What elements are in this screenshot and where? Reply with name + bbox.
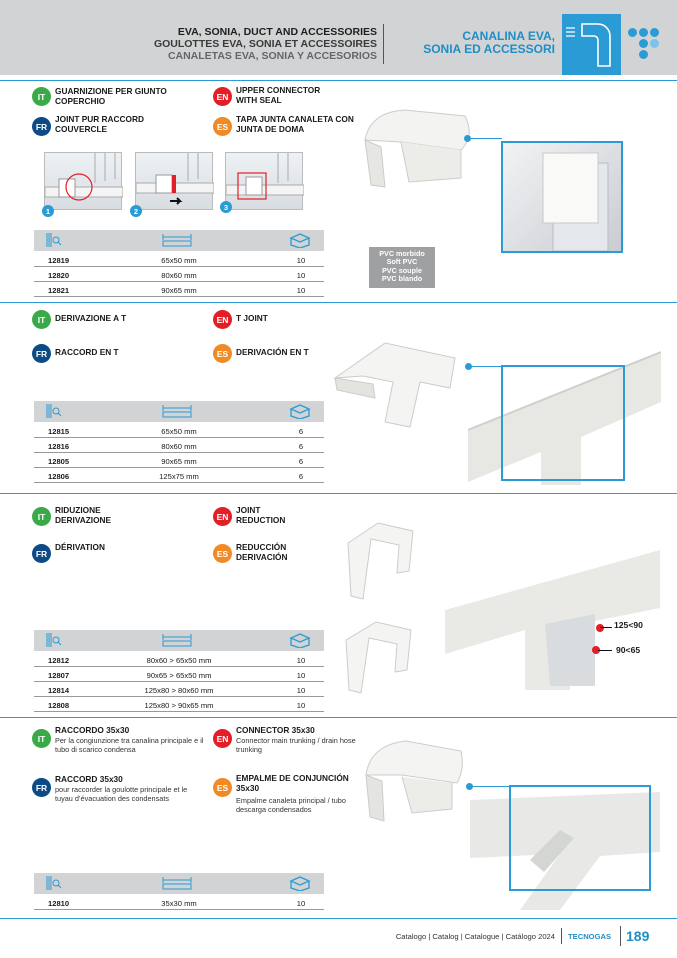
reduction-callout-125: 125<90 [614,620,643,630]
label-es: DERIVACIÓN EN T [236,347,309,357]
reduction-piece-image-2 [338,612,418,697]
pvc-fr: PVC souple [382,265,422,275]
pvc-it: PVC morbido [379,249,425,258]
reduction-callout-90: 90<65 [616,645,641,655]
callout-dot [464,135,471,142]
code-icon [46,403,62,419]
section-divider [0,493,677,494]
badge-es: ES [213,117,232,136]
badge-fr: FR [32,544,51,563]
duct-category-icon [562,14,621,75]
section-divider [0,302,677,303]
label-es: REDUCCIÓN DERIVACIÓN [236,542,288,562]
measure-icon [162,404,192,418]
step-number-3: 3 [220,201,232,213]
code-icon [46,632,62,648]
measure-icon [162,876,192,890]
step-photo-1 [44,152,122,210]
badge-it: IT [32,507,51,526]
pvc-en: Soft PVC [386,257,418,267]
label-fr: RACCORD EN T [55,347,119,357]
label-es: TAPA JUNTA CANALETA CON JUNTA DE DOMA [236,114,354,134]
header-titles [154,26,377,62]
code-icon [46,232,62,248]
step-photo-3 [225,152,303,210]
label-fr: JOINT PUR RACCORD COUVERCLE [55,114,144,134]
table-header [34,401,324,422]
badge-it: IT [32,310,51,329]
package-icon [289,404,311,419]
upper-connector-image [355,100,475,195]
table-header [34,630,324,651]
header-title-it [423,30,555,56]
installed-connector-photo [501,141,623,253]
package-icon [289,233,311,248]
header-title-it-line1: CANALINA EVA, [462,29,555,43]
header-title-es: CANALETAS EVA, SONIA Y ACCESORIOS [167,50,377,62]
label-it: RACCORDO 35x30 [55,725,130,735]
badge-es: ES [213,778,232,797]
table-row: 12806 125x75 mm 6 [34,468,324,483]
badge-en: EN [213,87,232,106]
badge-es: ES [213,344,232,363]
installed-connector-35x30-photo [470,780,660,910]
package-icon [289,876,311,891]
connector-35x30-image [358,735,468,830]
package-icon [289,633,311,648]
footer-brand: TECNOGAS [568,932,612,941]
label-en: T JOINT [236,313,268,323]
installed-t-joint-photo [468,350,661,485]
code-icon [46,875,62,891]
header-separator [383,24,384,64]
badge-fr: FR [32,778,51,797]
table-row: 12816 80x60 mm 6 [34,438,324,453]
step-number-2: 2 [130,205,142,217]
label-es: EMPALME DE CONJUNCIÓN 35x30 [236,773,349,793]
label-it: RIDUZIONE DERIVAZIONE [55,505,112,525]
footer-catalog: Catalogo | Catalog | Catalogue | Catálogo 2024 [395,932,555,941]
label-en: UPPER CONNECTOR WITH SEAL [236,85,321,105]
product-table [34,252,324,297]
callout-line [467,138,502,139]
pvc-es: PVC blando [381,274,423,284]
table-row: 12821 90x65 mm 10 [34,282,324,297]
step-number-1: 1 [42,205,54,217]
table-row: 12814 125x80 > 80x60 mm 10 [34,682,324,697]
label-it: DERIVAZIONE A T [55,313,127,323]
section-divider [0,717,677,718]
table-row: 12820 80x60 mm 10 [34,267,324,282]
badge-es: ES [213,544,232,563]
label-en: JOINT REDUCTION [236,505,286,525]
badge-it: IT [32,87,51,106]
badge-en: EN [213,507,232,526]
footer-separator-2 [620,926,621,946]
table-header [34,230,324,251]
reduction-piece-image-1 [340,515,420,600]
footer-separator-1 [561,928,562,944]
header-title-fr: GOULOTTES EVA, SONIA ET ACCESSOIRES [153,38,377,50]
desc-it: Per la congiunzione tra canalina principale e il tubo di scarico condensa [55,736,204,754]
product-table [34,895,324,910]
desc-fr: pour raccorder la goulotte principale et le tuyau d’évacuation des condensats [55,785,188,803]
table-row: 12807 90x65 > 65x50 mm 10 [34,667,324,682]
table-row: 12819 65x50 mm 10 [34,252,324,267]
step-photo-2 [135,152,213,210]
table-row: 12808 125x80 > 90x65 mm 10 [34,697,324,712]
desc-es: Empalme canaleta principal / tubo descarga condensados [236,796,346,814]
brand-dots-icon [626,26,662,60]
label-en: CONNECTOR 35x30 [236,725,315,735]
badge-it: IT [32,729,51,748]
table-row: 12810 35x30 mm 10 [34,895,324,910]
page-number: 189 [626,928,650,944]
callout-dot-125 [596,624,604,632]
product-table [34,423,324,483]
product-table [34,652,324,712]
table-row: 12812 80x60 > 65x50 mm 10 [34,652,324,667]
measure-icon [162,233,192,247]
callout-line-90 [598,650,612,651]
callout-line-125 [600,627,612,628]
badge-en: EN [213,729,232,748]
table-row: 12805 90x65 mm 6 [34,453,324,468]
section-divider [0,80,677,81]
table-row: 12815 65x50 mm 6 [34,423,324,438]
desc-en: Connector main trunking / drain hose trunking [236,736,356,754]
header-title-en: EVA, SONIA, DUCT AND ACCESSORIES [177,26,377,38]
badge-fr: FR [32,344,51,363]
label-fr: RACCORD 35x30 [55,774,123,784]
label-it: GUARNIZIONE PER GIUNTO COPERCHIO [55,86,167,106]
table-header [34,873,324,894]
badge-en: EN [213,310,232,329]
measure-icon [162,633,192,647]
header-title-it-line2: SONIA ED ACCESSORI [423,42,555,56]
installed-reduction-photo [445,540,660,690]
badge-fr: FR [32,117,51,136]
t-joint-image [330,318,460,433]
footer-divider [0,918,677,919]
pvc-material-box [369,247,435,288]
label-fr: DÉRIVATION [55,542,105,552]
